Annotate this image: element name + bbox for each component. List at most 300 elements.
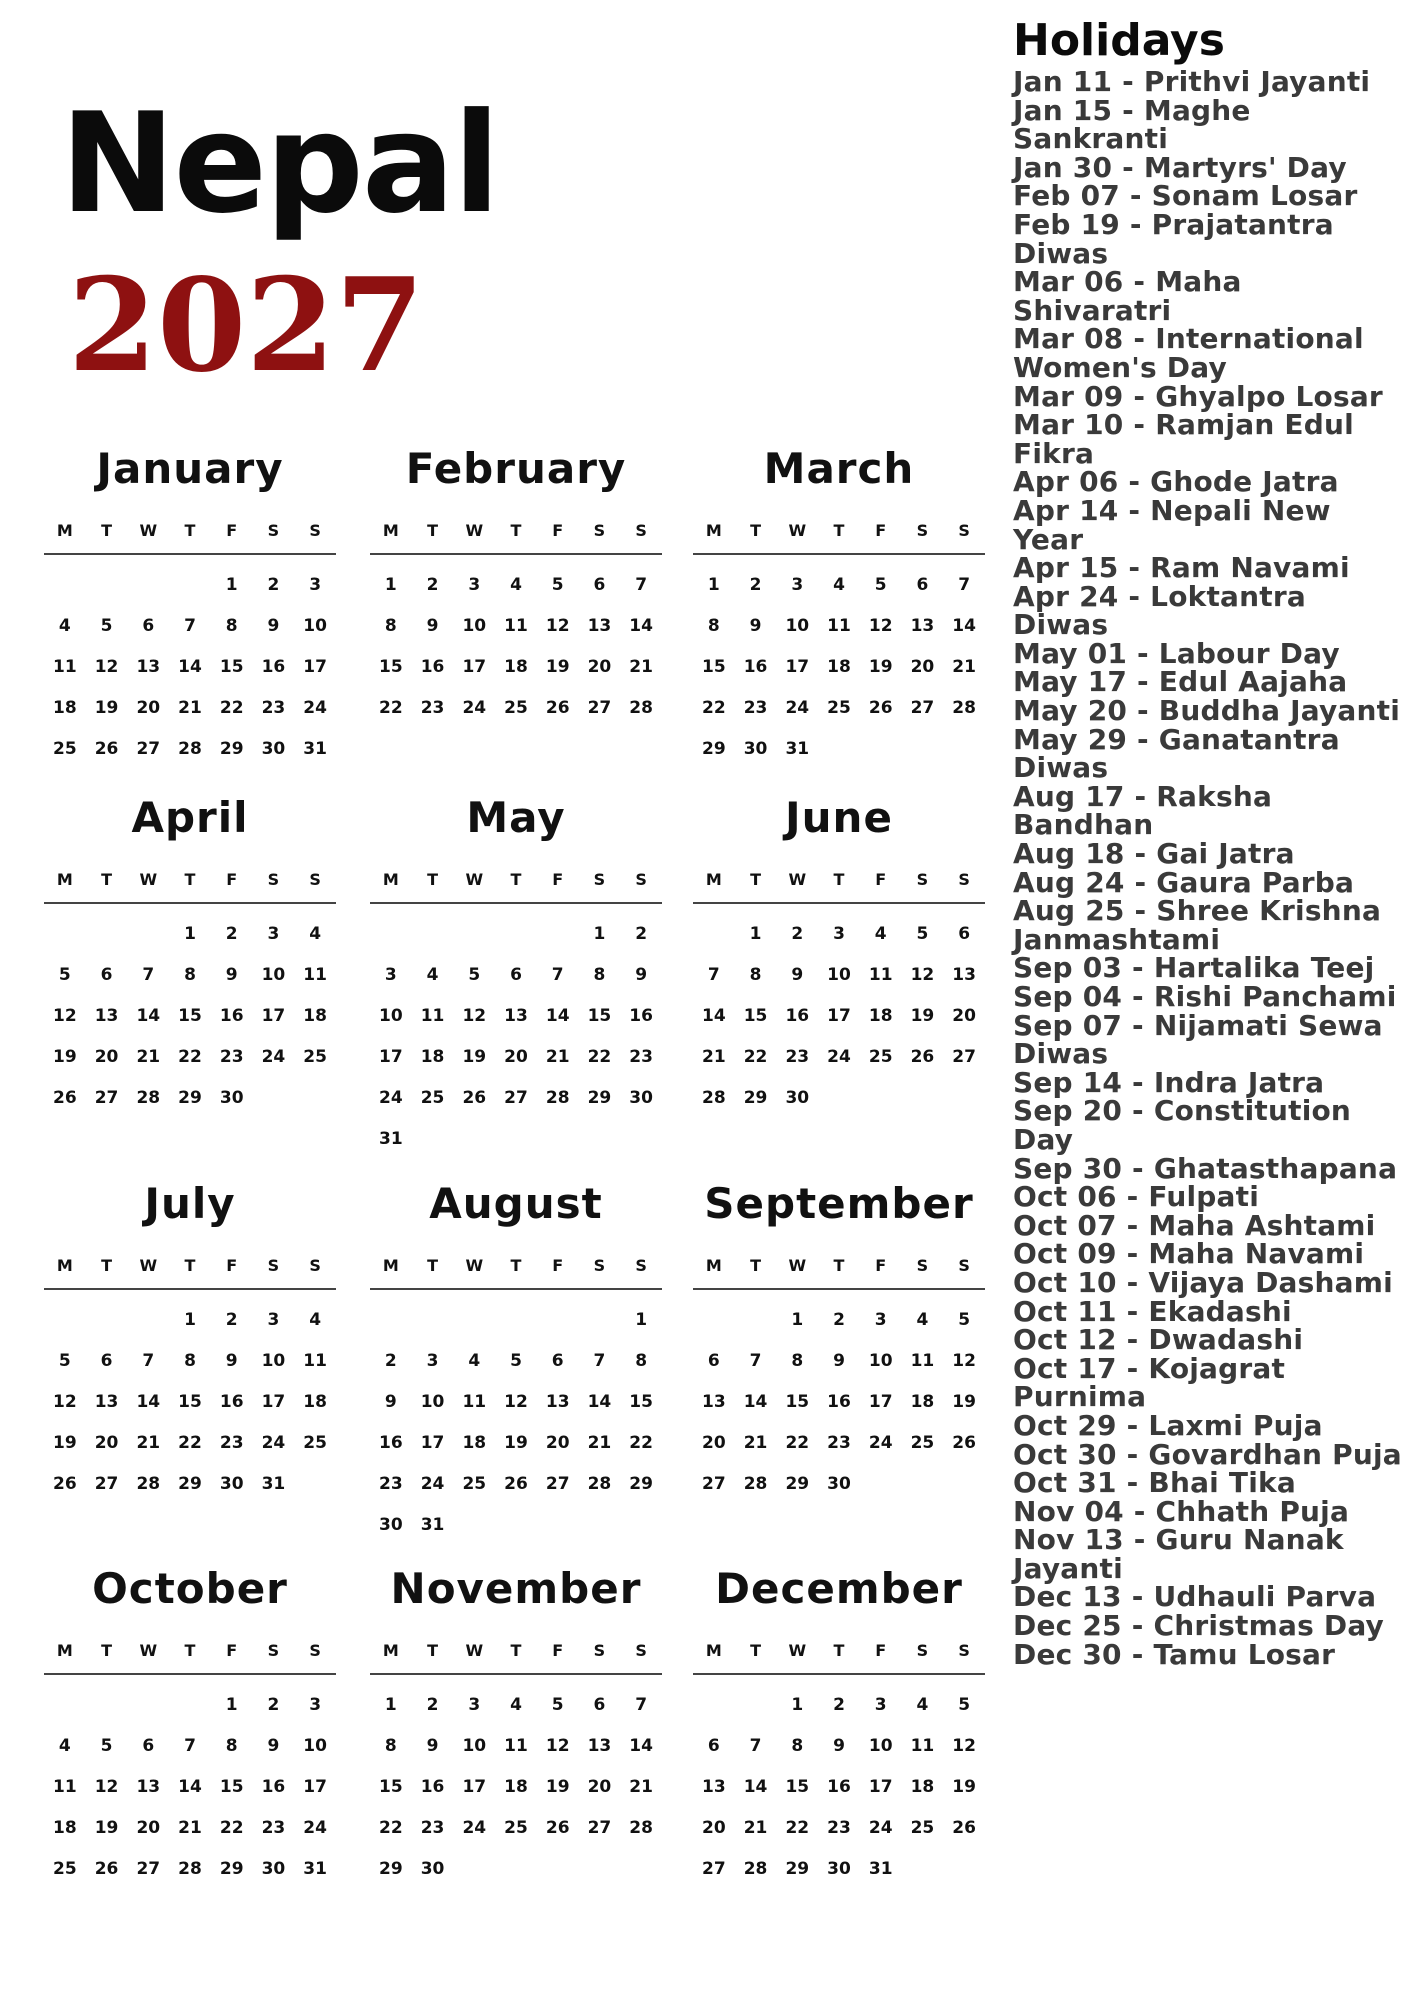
holiday-item: Mar 10 - Ramjan Edul Fikra [1013,408,1354,470]
weekday-header: T [750,521,762,540]
weekday-header-row [44,1639,336,1663]
day-cell: 7 [635,575,648,595]
day-cell: 21 [952,657,976,677]
day-cell: 13 [94,1006,119,1026]
header-divider [693,1288,985,1290]
day-cell: 11 [504,616,528,636]
day-cell: 13 [702,1777,726,1797]
day-cell: 4 [426,965,439,985]
day-cell: 30 [743,739,768,759]
weekday-header: M [705,521,722,540]
day-cell: 22 [629,1433,653,1453]
day-cell: 23 [827,1818,851,1838]
day-cell: 16 [785,1006,810,1026]
holiday-item: Jan 11 - Prithvi Jayanti [1013,65,1371,98]
day-cell: 2 [791,924,804,944]
weekday-header: W [465,521,484,540]
day-cell: 20 [545,1433,570,1453]
day-cell: 8 [791,1736,804,1756]
weekday-header: T [750,1256,762,1275]
day-cell: 29 [785,1474,810,1494]
day-cell: 23 [743,698,768,718]
day-cell: 4 [309,924,322,944]
empty-day-cell [537,1300,579,1341]
day-cell: 15 [785,1392,810,1412]
day-cell: 1 [384,1695,397,1715]
weekday-header-row [44,868,336,892]
day-cell: 14 [545,1006,570,1026]
day-cell: 21 [702,1047,726,1067]
day-cell: 3 [468,575,481,595]
day-cell: 6 [593,1695,606,1715]
holiday-item: Oct 10 - Vijaya Dashami [1013,1265,1393,1299]
weekday-header: M [56,521,73,540]
weekday-header: W [139,1256,158,1275]
empty-day-cell [169,565,211,606]
day-cell: 10 [462,616,487,636]
month-may [370,790,662,1149]
weekday-header: T [833,870,845,889]
weekday-header: M [705,1256,722,1275]
weekday-header: M [382,521,399,540]
weekday-header: S [309,521,321,540]
day-cell: 13 [587,1736,612,1756]
day-cell: 15 [219,1777,244,1797]
day-cell: 12 [545,616,570,636]
day-cell: 6 [707,1736,720,1756]
holiday-item: May 20 - Buddha Jayanti [1013,694,1401,728]
day-cell: 18 [504,657,528,677]
day-cell: 18 [504,1777,528,1797]
day-cell: 24 [462,698,487,718]
day-cell: 7 [749,1351,762,1371]
day-cell: 2 [225,1310,238,1330]
weekday-header-row [370,519,662,543]
day-cell: 27 [587,1818,612,1838]
day-cell: 19 [53,1047,77,1067]
day-cell: 26 [53,1474,77,1494]
header-divider [370,1673,662,1675]
day-cell: 4 [833,575,845,595]
holiday-item: Oct 30 - Govardhan Puja [1013,1437,1402,1471]
day-cell: 18 [910,1392,935,1412]
day-cell: 24 [261,1047,286,1067]
day-cell: 26 [504,1474,528,1494]
day-cell: 24 [868,1433,893,1453]
day-cell: 2 [384,1351,397,1371]
weekday-header: M [56,1256,73,1275]
holiday-item: Sep 04 - Rishi Panchami [1013,980,1397,1013]
weekday-header-row [370,868,662,892]
day-cell: 26 [53,1088,77,1108]
day-cell: 1 [791,1695,804,1715]
day-cell: 17 [868,1392,893,1412]
day-cell: 21 [178,698,202,718]
weekday-header: F [552,1641,564,1660]
weekday-header: S [309,1641,321,1660]
day-cell: 17 [462,657,487,677]
day-cell: 25 [53,739,77,759]
day-cell: 13 [136,1777,161,1797]
day-cell: 12 [868,616,893,636]
weekday-header: T [427,1641,439,1660]
day-cell: 16 [743,657,768,677]
weekday-header-row [693,868,985,892]
month-january [44,441,336,786]
day-cell: 20 [94,1433,119,1453]
day-cell: 7 [707,965,720,985]
day-cell: 2 [833,1695,845,1715]
day-cell: 3 [267,1310,280,1330]
holiday-item: Sep 07 - Nijamati Sewa Diwas [1013,1008,1383,1071]
holiday-item: Sep 03 - Hartalika Teej [1013,951,1375,985]
header-divider [370,1288,662,1290]
day-cell: 20 [587,657,612,677]
day-cell: 25 [910,1433,935,1453]
day-cell: 7 [958,575,971,595]
day-cell: 13 [910,616,935,636]
day-cell: 15 [785,1777,810,1797]
day-cell: 20 [587,1777,612,1797]
day-cell: 26 [952,1433,976,1453]
day-cell: 28 [136,1474,161,1494]
day-cell: 9 [384,1392,397,1412]
day-cell: 4 [58,616,71,636]
day-cell: 9 [749,616,762,636]
day-cell: 10 [868,1351,893,1371]
day-cell: 23 [785,1047,810,1067]
holiday-item: Dec 30 - Tamu Losar [1013,1637,1336,1671]
day-cell: 6 [958,924,971,944]
weekday-header: S [267,1641,280,1660]
holiday-item: Dec 25 - Christmas Day [1013,1609,1385,1643]
day-cell: 2 [267,1695,280,1715]
empty-day-cell [127,1300,169,1341]
day-cell: 23 [261,1818,286,1838]
day-cell: 19 [53,1433,77,1453]
day-grid [44,1685,336,1890]
day-cell: 5 [874,575,887,595]
weekday-header: T [101,1256,113,1275]
day-cell: 27 [94,1088,119,1108]
day-cell: 31 [303,1859,327,1879]
day-cell: 19 [462,1047,487,1067]
month-august [370,1176,662,1535]
weekday-header: W [139,870,158,889]
day-cell: 1 [635,1310,648,1330]
empty-day-cell [495,914,537,955]
empty-day-cell [370,1300,412,1341]
day-cell: 17 [785,657,810,677]
day-cell: 5 [58,1351,71,1371]
day-cell: 16 [420,1777,445,1797]
month-name: June [785,793,893,842]
day-cell: 29 [629,1474,653,1494]
day-cell: 23 [379,1474,403,1494]
day-cell: 3 [267,924,280,944]
empty-day-cell [495,1300,537,1341]
month-name: January [96,444,284,493]
day-cell: 17 [420,1433,445,1453]
day-cell: 2 [426,1695,439,1715]
day-cell: 20 [702,1433,726,1453]
day-cell: 7 [593,1351,606,1371]
weekday-header: M [705,1641,722,1660]
day-grid [693,565,985,770]
day-cell: 13 [702,1392,726,1412]
day-cell: 5 [551,575,564,595]
weekday-header-row [370,1254,662,1278]
day-cell: 15 [178,1006,202,1026]
day-cell: 16 [827,1777,851,1797]
day-cell: 16 [379,1433,403,1453]
weekday-header: T [184,1256,196,1275]
day-cell: 8 [749,965,762,985]
empty-day-cell [44,565,86,606]
holiday-item: Oct 12 - Dwadashi [1013,1323,1304,1357]
day-cell: 8 [384,1736,397,1756]
day-cell: 27 [587,698,612,718]
day-grid [44,1300,336,1505]
empty-day-cell [735,1300,777,1341]
day-cell: 20 [94,1047,119,1067]
day-cell: 19 [545,657,570,677]
day-cell: 23 [420,698,445,718]
holiday-item: Nov 04 - Chhath Puja [1013,1494,1350,1528]
weekday-header: S [958,870,970,889]
weekday-header: F [875,521,887,540]
day-cell: 2 [635,924,648,944]
month-february [370,441,662,786]
holidays-title: Holidays [1013,15,1225,66]
day-cell: 14 [178,1777,202,1797]
day-cell: 26 [462,1088,487,1108]
day-cell: 16 [261,1777,286,1797]
day-grid [693,914,985,1119]
day-cell: 26 [94,1859,119,1879]
day-cell: 29 [587,1088,612,1108]
day-cell: 24 [303,1818,327,1838]
day-cell: 3 [833,924,845,944]
day-cell: 30 [261,739,286,759]
day-cell: 31 [379,1129,403,1149]
day-cell: 11 [910,1736,935,1756]
day-cell: 29 [785,1859,810,1879]
holiday-item: Mar 06 - Maha Shivaratri [1013,265,1242,327]
day-cell: 3 [309,1695,322,1715]
month-december [693,1561,985,1906]
page-title-year: 2027 [68,251,425,401]
day-cell: 4 [58,1736,71,1756]
empty-day-cell [370,914,412,955]
day-cell: 21 [136,1433,161,1453]
empty-day-cell [44,1300,86,1341]
day-cell: 22 [379,1818,403,1838]
month-april [44,790,336,1135]
day-cell: 14 [702,1006,726,1026]
day-cell: 22 [702,698,726,718]
month-october [44,1561,336,1906]
day-cell: 1 [707,575,720,595]
day-cell: 19 [952,1777,976,1797]
day-cell: 22 [587,1047,612,1067]
day-cell: 16 [219,1392,244,1412]
day-cell: 2 [426,575,439,595]
day-cell: 30 [219,1474,244,1494]
day-cell: 18 [303,1392,327,1412]
month-july [44,1176,336,1521]
day-cell: 12 [952,1736,976,1756]
day-cell: 21 [629,657,653,677]
month-september [693,1176,985,1521]
day-cell: 24 [462,1818,487,1838]
day-cell: 27 [702,1859,726,1879]
day-cell: 13 [952,965,976,985]
day-cell: 18 [303,1006,327,1026]
day-cell: 4 [874,924,887,944]
day-cell: 5 [468,965,481,985]
day-cell: 2 [749,575,762,595]
month-name: July [144,1179,236,1228]
day-cell: 15 [379,657,403,677]
day-cell: 13 [94,1392,119,1412]
day-cell: 30 [219,1088,244,1108]
empty-day-cell [127,1685,169,1726]
weekday-header-row [693,519,985,543]
weekday-header: F [552,870,564,889]
day-cell: 24 [785,698,810,718]
day-cell: 1 [749,924,762,944]
day-cell: 21 [136,1047,161,1067]
weekday-header: T [510,1641,522,1660]
holiday-item: Aug 17 - Raksha Bandhan [1013,779,1273,842]
day-cell: 30 [420,1859,445,1879]
day-cell: 22 [219,698,244,718]
day-cell: 29 [219,739,244,759]
day-cell: 23 [629,1047,653,1067]
weekday-header-row [44,519,336,543]
day-cell: 9 [635,965,648,985]
day-cell: 12 [545,1736,570,1756]
day-cell: 29 [178,1088,202,1108]
holiday-item: Oct 11 - Ekadashi [1013,1294,1292,1328]
day-cell: 3 [426,1351,439,1371]
weekday-header: W [788,1256,807,1275]
holidays-panel [1013,16,1405,1669]
day-cell: 19 [952,1392,976,1412]
day-cell: 28 [702,1088,726,1108]
day-cell: 7 [142,965,155,985]
empty-day-cell [86,914,128,955]
holiday-item: Aug 24 - Gaura Parba [1013,865,1355,899]
day-cell: 13 [587,616,612,636]
day-cell: 8 [593,965,606,985]
day-cell: 11 [462,1392,487,1412]
day-cell: 8 [384,616,397,636]
day-cell: 25 [504,698,528,718]
day-cell: 15 [743,1006,768,1026]
month-name: October [92,1564,288,1613]
day-cell: 11 [827,616,851,636]
day-cell: 7 [184,1736,196,1756]
weekday-header: W [139,1641,158,1660]
day-cell: 16 [261,657,286,677]
day-cell: 11 [53,657,77,677]
day-cell: 6 [707,1351,720,1371]
day-cell: 20 [952,1006,976,1026]
day-cell: 8 [184,965,196,985]
header-divider [44,1288,336,1290]
holiday-item: Mar 09 - Ghyalpo Losar [1013,379,1383,413]
day-cell: 5 [916,924,929,944]
day-cell: 1 [225,575,238,595]
weekday-header: T [427,1256,439,1275]
weekday-header: M [382,1641,399,1660]
day-cell: 11 [504,1736,528,1756]
day-cell: 10 [261,1351,286,1371]
empty-day-cell [86,1685,128,1726]
empty-day-cell [579,1300,621,1341]
weekday-header: S [593,1641,606,1660]
weekday-header: M [382,870,399,889]
day-cell: 10 [303,1736,327,1756]
month-name: February [405,444,627,493]
day-cell: 2 [833,1310,845,1330]
weekday-header: T [184,870,196,889]
day-cell: 12 [910,965,935,985]
weekday-header: W [465,1641,484,1660]
day-cell: 17 [827,1006,851,1026]
day-cell: 25 [827,698,851,718]
weekday-header: S [635,1641,647,1660]
holiday-item: Nov 13 - Guru Nanak Jayanti [1013,1523,1344,1585]
day-cell: 11 [420,1006,445,1026]
weekday-header: S [593,1256,606,1275]
day-cell: 29 [702,739,726,759]
day-cell: 15 [587,1006,612,1026]
day-cell: 13 [504,1006,528,1026]
day-cell: 18 [462,1433,487,1453]
day-cell: 12 [53,1006,77,1026]
weekday-header: T [750,870,762,889]
weekday-header: S [958,1641,970,1660]
day-cell: 14 [178,657,202,677]
day-cell: 8 [707,616,720,636]
day-cell: 12 [952,1351,976,1371]
day-cell: 15 [379,1777,403,1797]
holiday-item: Jan 30 - Martyrs' Day [1013,150,1347,184]
month-name: August [429,1179,603,1228]
weekday-header: T [184,521,196,540]
day-cell: 12 [504,1392,528,1412]
day-cell: 7 [551,965,564,985]
day-cell: 6 [142,616,155,636]
weekday-header: S [916,1256,929,1275]
day-cell: 28 [545,1088,570,1108]
day-cell: 10 [303,616,327,636]
day-cell: 20 [136,1818,161,1838]
day-cell: 4 [510,575,522,595]
day-cell: 4 [510,1695,522,1715]
day-cell: 6 [142,1736,155,1756]
empty-day-cell [412,914,454,955]
page-title-country: Nepal [60,83,499,244]
weekday-header: W [788,521,807,540]
day-cell: 13 [136,657,161,677]
empty-day-cell [412,1300,454,1341]
day-cell: 13 [545,1392,570,1412]
day-cell: 7 [142,1351,155,1371]
